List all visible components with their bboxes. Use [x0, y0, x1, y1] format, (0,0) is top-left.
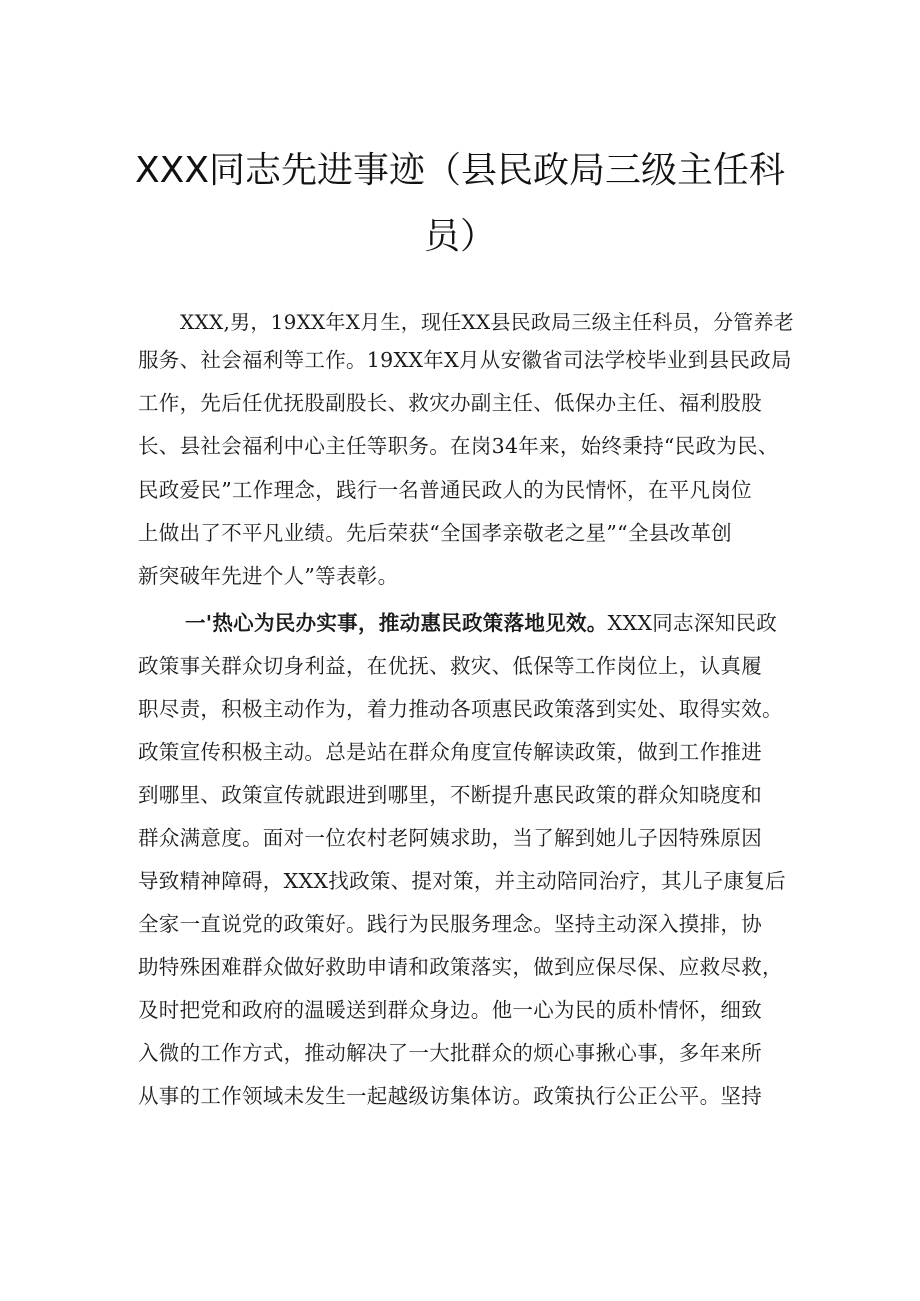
- section1-line-6: 群众满意度。面对一位农村老阿姨求助，当了解到她儿子因特殊原因: [138, 826, 762, 850]
- section1-line-2: 政策事关群众切身利益，在优抚、救灾、低保等工作岗位上，认真履: [138, 654, 762, 678]
- section1-line-7: 导致精神障碍，XXX找政策、提对策，并主动陪同治疗，其儿子康复后: [138, 869, 786, 893]
- section1-first-line: [185, 608, 800, 638]
- document-title-line-1: XXX同志先进事迹（县民政局三级主任科: [135, 150, 785, 191]
- intro-line-6: 上做出了不平凡业绩。先后荣获“全国孝亲敬老之星”“全县改革创: [138, 521, 732, 545]
- section1-line-4: 政策宣传积极主动。总是站在群众角度宣传解读政策，做到工作推进: [138, 740, 762, 764]
- intro-line-3: 工作，先后任优抚股副股长、救灾办副主任、低保办主任、福利股股: [138, 391, 762, 415]
- section1-line-10: 及时把党和政府的温暖送到群众身边。他一心为民的质朴情怀，细致: [138, 998, 762, 1022]
- intro-line-7: 新突破年先进个人”等表彰。: [138, 564, 399, 588]
- intro-line-5: 民政爱民”工作理念，践行一名普通民政人的为民情怀，在平凡岗位: [138, 478, 752, 502]
- intro-line-4: 长、县社会福利中心主任等职务。在岗34年来，始终秉持“民政为民、: [138, 434, 779, 458]
- section1-line-11: 入微的工作方式，推动解决了一大批群众的烦心事揪心事，多年来所: [138, 1041, 762, 1065]
- section1-line-5: 到哪里、政策宣传就跟进到哪里，不断提升惠民政策的群众知晓度和: [138, 783, 762, 807]
- section1-line-3: 职尽责，积极主动作为，着力推动各项惠民政策落到实处、取得实效。: [138, 697, 783, 721]
- intro-line-2: 服务、社会福利等工作。19XX年X月从安徽省司法学校毕业到县民政局: [138, 348, 792, 372]
- section1-heading: 一'热心为民办实事，推动惠民政策落地见效。: [185, 611, 608, 635]
- section1-line-8: 全家一直说党的政策好。践行为民服务理念。坚持主动深入摸排，协: [138, 912, 762, 936]
- section1-first-line-rest: XXX同志深知民政: [607, 611, 778, 635]
- intro-line-1: XXX,男，19XX年X月生，现任XX县民政局三级主任科员，分管养老: [180, 310, 795, 334]
- document-title-line-2: 员）: [423, 216, 496, 257]
- section1-line-12: 从事的工作领域未发生一起越级访集体访。政策执行公正公平。坚持: [138, 1084, 762, 1108]
- section1-line-9: 助特殊困难群众做好救助申请和政策落实，做到应保尽保、应救尽救，: [138, 955, 783, 979]
